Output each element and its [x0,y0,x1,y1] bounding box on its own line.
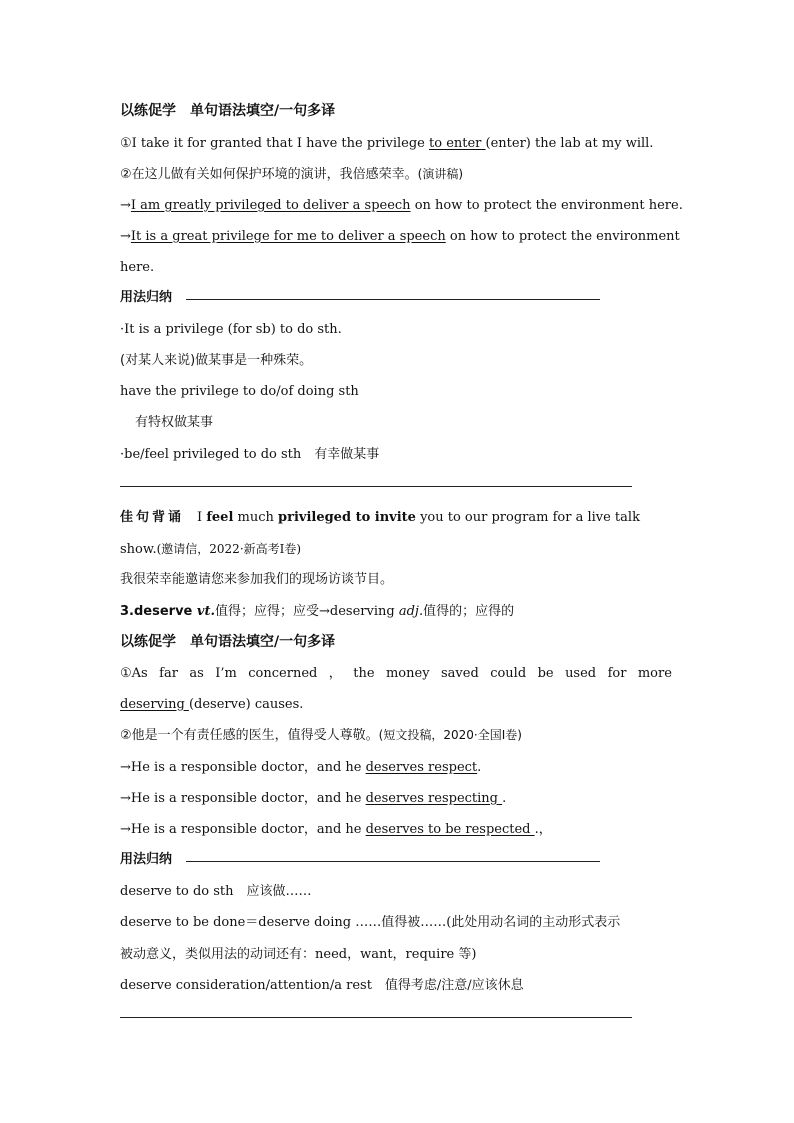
usage-item: (对某人来说)做某事是一种殊荣。 [120,353,313,368]
exercise-2: ②在这儿做有关如何保护环境的演讲，我倍感荣幸。(演讲稿) [120,167,464,182]
usage-item: have the privilege to do/of doing sth [120,384,359,399]
exercise-2: ②他是一个有责任感的医生，值得受人尊敬。(短文投稿，2020·全国Ⅰ卷) [120,728,522,743]
translation-2: →It is a great privilege for me to deliver a speech on how to protect the environment [120,229,680,244]
usage-item: 被动意义，类似用法的动词还有：need，want，require 等) [120,947,477,962]
translation-1: →I am greatly privileged to deliver a speech on how to protect the environment here. [120,198,683,213]
answer-line-3: →He is a responsible doctor，and he deserves to be respected .， [120,822,552,837]
usage-item: deserve to be done＝deserve doing ……值得被……(此处用动名词的主动形式表示 [120,915,621,930]
usage-item: 有特权做某事 [135,415,214,430]
answer-line-1: →He is a responsible doctor，and he deserves respect. [120,760,482,775]
answer-blank: It is a great privilege for me to deliver a speech [130,229,446,244]
divider [186,299,600,300]
translation-2-cont: here. [120,260,155,275]
section-heading: 以练促学 单句语法填空/一句多译 [120,103,336,119]
usage-item: ·be/feel privileged to do sth 有幸做某事 [120,447,380,462]
usage-item: deserve consideration/attention/a rest 值得考虑/注意/应该休息 [120,978,524,993]
usage-title: 用法归纳 [120,290,173,305]
usage-title: 用法归纳 [120,852,173,867]
source-note: (邀请信，2022·新高考Ⅰ卷) [156,542,302,556]
divider [186,861,600,862]
key-sentence-cont: show.(邀请信，2022·新高考Ⅰ卷) [120,542,302,557]
section-heading: 以练促学 单句语法填空/一句多译 [120,634,336,650]
answer-blank: to enter [429,136,486,151]
exercise-1-cont: deserving (deserve) causes. [120,697,304,712]
answer-blank: deserves respect [365,760,478,775]
key-sentence-label: 佳句背诵 [120,510,185,525]
key-sentence: 佳句背诵 I feel much privileged to invite you to our program for a live talk [120,510,640,525]
answer-blank: I am greatly privileged to deliver a speech [130,198,411,213]
exercise-1: ①I take it for granted that I have the privilege to enter (enter) the lab at my will. [120,136,654,151]
usage-item: ·It is a privilege (for sb) to do sth. [120,322,342,337]
vocab-entry: 3.deserve vt.值得；应得；应受→deserving adj.值得的；应得的 [120,604,515,619]
answer-blank: deserving [120,697,189,712]
divider [120,1017,632,1018]
answer-line-2: →He is a responsible doctor，and he deserves respecting . [120,791,507,806]
answer-blank: deserves respecting [365,791,503,806]
answer-blank: deserves to be respected [365,822,535,837]
vocab-word: deserve [133,604,193,619]
source-note: (短文投稿，2020·全国Ⅰ卷) [378,728,522,742]
exercise-1: ①As far as I’m concerned ， the money saved could be used for more [120,666,672,681]
source-note: (演讲稿) [417,167,464,181]
divider [120,486,632,487]
usage-item: deserve to do sth 应该做…… [120,884,312,899]
key-sentence-translation: 我很荣幸能邀请您来参加我们的现场访谈节目。 [120,572,394,587]
